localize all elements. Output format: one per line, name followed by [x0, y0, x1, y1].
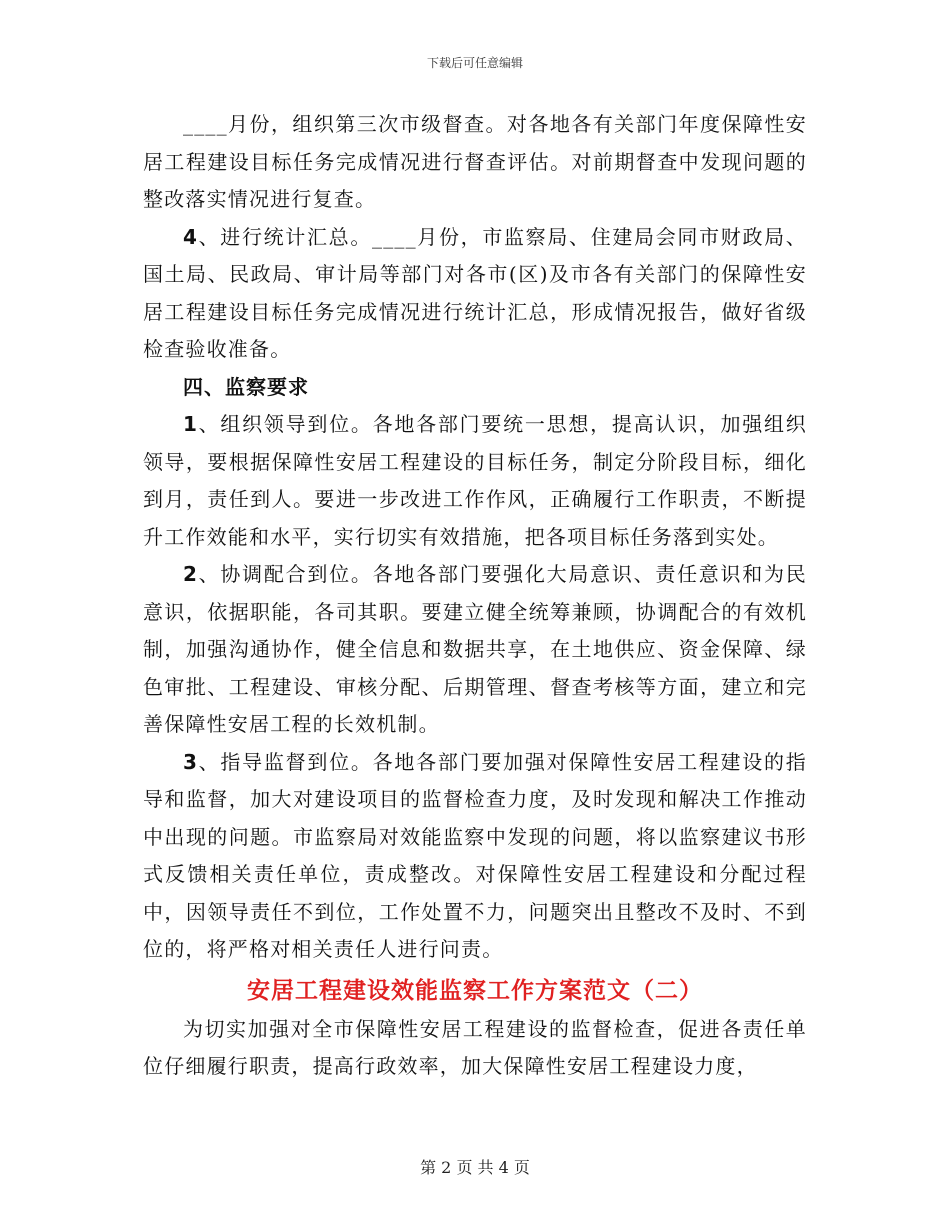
requirement-text: 、协调配合到位。各地各部门要强化大局意识、责任意识和为民意识，依据职能，各司其职。要建立健全统筹兼顾，协调配合的有效机制，加强沟通协作，健全信息和数据共享，在土地供应、资金保障、绿色审批、工程建设、审核分配、后期管理、督查考核等方面，建立和完善保障性安居工程的长效机制。: [143, 562, 807, 736]
requirement-text: 、组织领导到位。各地各部门要统一思想，提高认识，加强组织领导，要根据保障性安居工程建设的目标任务，制定分阶段目标，细化到月，责任到人。要进一步改进工作作风，正确履行工作职责，不断提升工作效能和水平，实行切实有效措施，把各项目标任务落到实处。: [143, 412, 807, 549]
requirement-coordination: [143, 556, 807, 744]
document-section-title: 安居工程建设效能监察工作方案范文（二）: [247, 977, 703, 1004]
paragraph-monthly-inspection: [143, 106, 807, 219]
item-number: 1: [183, 412, 199, 436]
paragraph-statistics-summary: [143, 219, 807, 369]
paragraph-text: ____月份，组织第三次市级督查。对各地各有关部门年度保障性安居工程建设目标任务完成情况进行督查评估。对前期督查中发现问题的整改落实情况进行复查。: [143, 112, 807, 211]
paragraph-text: 、进行统计汇总。____月份，市监察局、住建局会同市财政局、国土局、民政局、审计局等部门对各市(区)及市各有关部门的保障性安居工程建设目标任务完成情况进行统计汇总，形成情况报告，做好省级检查验收准备。: [143, 224, 807, 361]
requirement-supervision: [143, 744, 807, 969]
page-header: 下载后可任意编辑: [426, 56, 523, 70]
section-heading-requirements: 四、监察要求: [183, 374, 309, 399]
document-body: [143, 106, 807, 1086]
requirement-text: 、指导监督到位。各地各部门要加强对保障性安居工程建设的指导和监督，加大对建设项目的监督检查力度，及时发现和解决工作推动中出现的问题。市监察局对效能监察中发现的问题，将以监察建议书形式反馈相关责任单位，责成整改。对保障性安居工程建设和分配过程中，因领导责任不到位，工作处置不力，问题突出且整改不及时、不到位的，将严格对相关责任人进行问责。: [143, 749, 807, 961]
item-number: 3: [183, 749, 199, 774]
requirement-leadership: [143, 406, 807, 556]
item-number: 4: [183, 224, 199, 249]
page-number-footer: 第 2 页 共 4 页: [420, 1158, 530, 1177]
item-number: 2: [183, 562, 199, 586]
paragraph-intro: 为切实加强对全市保障性安居工程建设的监督检查，促进各责任单位仔细履行职责，提高行政效率，加大保障性安居工程建设力度，: [143, 1016, 807, 1078]
